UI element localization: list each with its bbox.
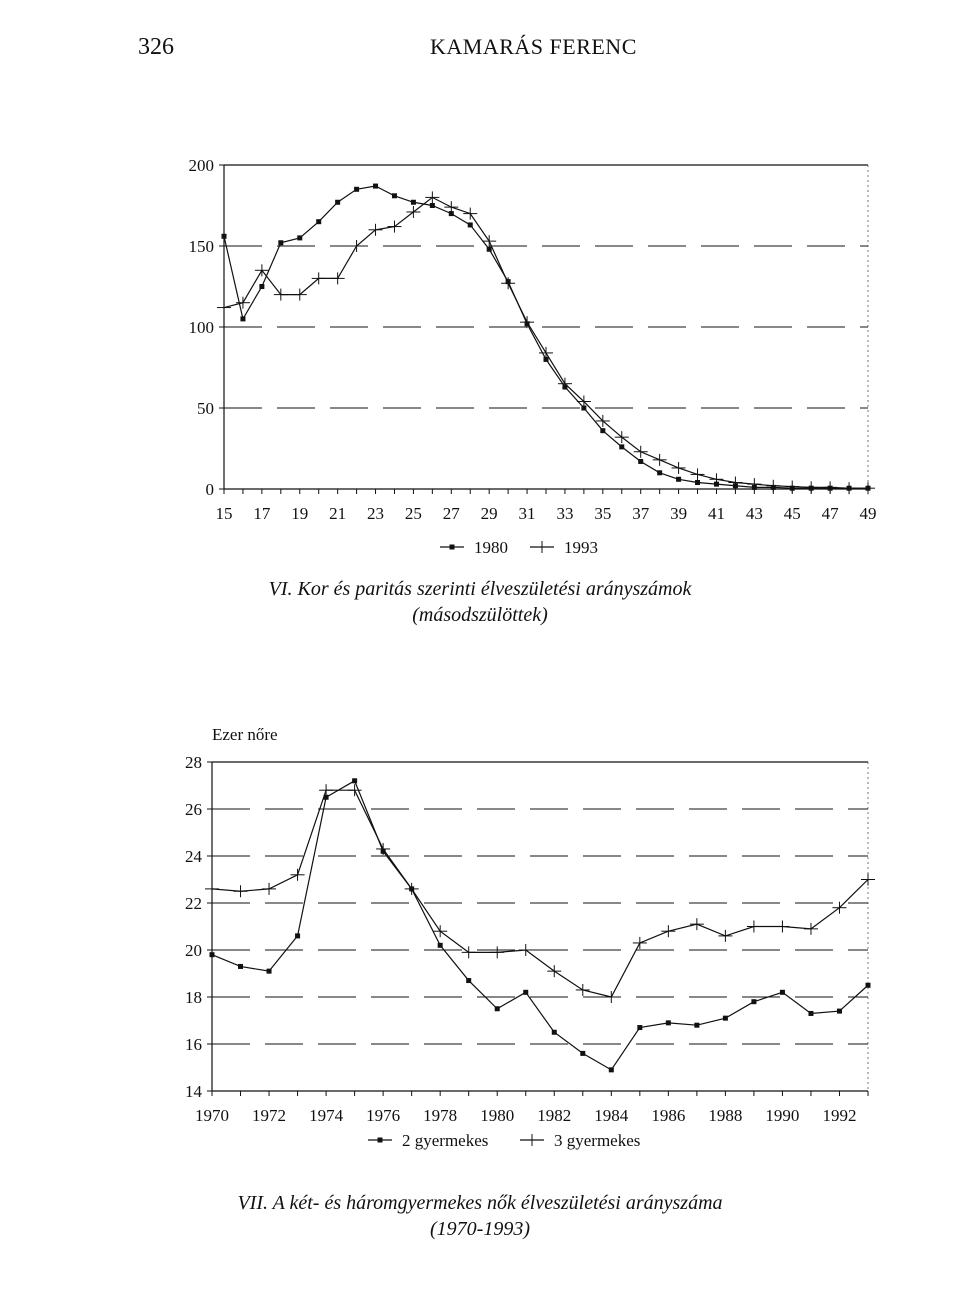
c1-series-1-point-24 — [672, 462, 686, 474]
c2-series-1-point-15 — [633, 937, 647, 949]
c1-series-0-point-22 — [638, 459, 643, 464]
c1-series-1-point-34 — [861, 482, 875, 494]
c2-series-0-point-22 — [837, 1009, 842, 1014]
c2-xtick-label-5: 1980 — [480, 1106, 515, 1125]
c1-xtick-label-10: 35 — [594, 504, 612, 523]
c2-series-0-point-12 — [552, 1030, 557, 1035]
caption-1-line-1: VI. Kor és paritás szerinti élveszületési arányszámok — [268, 578, 692, 600]
caption-2-line-1: VII. A két- és háromgyermekes nők élveszületési arányszáma — [237, 1192, 723, 1214]
c2-xtick-label-7: 1984 — [594, 1106, 629, 1125]
c2-legend-label-1: 3 gyermekes — [554, 1131, 641, 1150]
c1-xtick-label-12: 39 — [670, 504, 688, 523]
c2-ytick-label-6: 26 — [185, 800, 202, 819]
c2-legend-label-0: 2 gyermekes — [402, 1131, 489, 1150]
c2-ytick-label-7: 28 — [185, 753, 202, 772]
c1-series-1-point-32 — [823, 481, 837, 493]
c1-series-0-point-0 — [222, 234, 227, 239]
c2-xtick-label-1: 1972 — [252, 1106, 287, 1125]
c2-xtick-label-0: 1970 — [195, 1106, 229, 1125]
c1-ytick-label-4: 200 — [188, 156, 214, 175]
chart-two-three-children — [0, 720, 960, 1200]
c1-series-0-point-11 — [430, 203, 435, 208]
c2-xtick-label-9: 1988 — [708, 1106, 743, 1125]
c2-series-0-point-18 — [723, 1016, 728, 1021]
c1-legend-label-1: 1993 — [564, 538, 598, 557]
c2-title: Ezer nőre — [212, 725, 278, 744]
c1-series-1-point-3 — [274, 289, 288, 301]
c1-xtick-label-13: 41 — [707, 504, 725, 523]
c1-ytick-label-2: 100 — [188, 318, 214, 337]
c2-ytick-label-5: 24 — [185, 847, 202, 866]
c2-series-0-point-14 — [609, 1067, 614, 1072]
c1-series-0-line — [224, 186, 868, 488]
c2-series-0-point-20 — [780, 990, 785, 995]
c2-series-0-point-5 — [352, 778, 357, 783]
c1-legend-label-0: 1980 — [474, 538, 508, 557]
c2-series-1 — [205, 784, 875, 1003]
c1-xtick-label-8: 31 — [518, 504, 536, 523]
c2-series-1-point-10 — [490, 946, 504, 958]
c1-series-0-point-21 — [619, 444, 624, 449]
c1-series-0-point-13 — [468, 222, 473, 227]
c2-series-0-point-17 — [694, 1023, 699, 1028]
c2-series-0-point-2 — [267, 969, 272, 974]
c2-series-1-point-19 — [747, 921, 761, 933]
c1-series-1-point-13 — [463, 208, 477, 220]
c1-xtick-label-1: 17 — [253, 504, 271, 523]
c1-series-0-point-6 — [335, 200, 340, 205]
c1-series-0-point-24 — [676, 477, 681, 482]
c1-series-0-point-3 — [278, 240, 283, 245]
c1-legend — [440, 538, 598, 557]
c1-xtick-label-16: 47 — [821, 504, 839, 523]
c1-xtick-label-17: 49 — [859, 504, 877, 523]
c1-series-1-point-17 — [539, 347, 553, 359]
c1-series-1-point-28 — [747, 478, 761, 490]
c2-xtick-label-3: 1976 — [366, 1106, 401, 1125]
c1-series-0-point-20 — [600, 428, 605, 433]
caption-chart-1 — [0, 576, 960, 628]
c1-series-0-point-25 — [695, 480, 700, 485]
c2-series-0-point-16 — [666, 1020, 671, 1025]
c1-series-1-point-15 — [501, 277, 515, 289]
c1-series-0-point-14 — [487, 247, 492, 252]
c1-series-1-point-0 — [217, 302, 231, 314]
c1-series-0-point-4 — [297, 235, 302, 240]
c1-series-0 — [222, 184, 871, 491]
c2-series-1-point-0 — [205, 883, 219, 895]
c2-series-0-point-9 — [466, 978, 471, 983]
c2-xtick-label-2: 1974 — [309, 1106, 344, 1125]
caption-1-line-2: (másodszülöttek) — [412, 604, 548, 626]
c2-series-1-point-18 — [718, 930, 732, 942]
c2-series-0-point-13 — [580, 1051, 585, 1056]
c2-series-0-point-23 — [866, 983, 871, 988]
c1-series-1-point-23 — [653, 454, 667, 466]
c2-series-1-point-3 — [291, 869, 305, 881]
c2-series-1-point-6 — [376, 843, 390, 855]
c2-series-0-point-8 — [438, 943, 443, 948]
c2-series-1-point-1 — [234, 885, 248, 897]
c1-series-0-point-5 — [316, 219, 321, 224]
c1-series-1 — [217, 191, 875, 494]
caption-2-line-2: (1970-1993) — [430, 1218, 530, 1240]
running-head: KAMARÁS FERENC — [430, 34, 637, 59]
c1-series-0-point-9 — [392, 193, 397, 198]
c2-xtick-label-10: 1990 — [765, 1106, 800, 1125]
c1-xtick-label-11: 37 — [632, 504, 650, 523]
c2-legend-marker-1 — [525, 1134, 539, 1146]
c1-xtick-label-5: 25 — [404, 504, 422, 523]
c1-ytick-label-1: 50 — [197, 399, 214, 418]
c2-series-0-point-0 — [210, 952, 215, 957]
c2-series-0-point-3 — [295, 933, 300, 938]
c1-series-1-point-16 — [520, 316, 534, 328]
c2-ytick-label-4: 22 — [185, 894, 202, 913]
c1-ytick-label-3: 150 — [188, 237, 214, 256]
c2-legend — [368, 1131, 640, 1150]
c1-legend-marker-0 — [450, 545, 455, 550]
c2-series-1-point-20 — [775, 921, 789, 933]
c2-series-1-line — [212, 790, 868, 997]
c1-series-1-point-14 — [482, 235, 496, 247]
c2-series-1-point-17 — [690, 918, 704, 930]
c2-xtick-label-4: 1978 — [423, 1106, 458, 1125]
c1-xtick-label-6: 27 — [442, 504, 460, 523]
c2-series-0-point-11 — [523, 990, 528, 995]
c1-ytick-label-0: 0 — [205, 480, 214, 499]
c2-series-0-point-21 — [808, 1011, 813, 1016]
c1-xtick-label-3: 21 — [329, 504, 347, 523]
c1-series-1-line — [224, 197, 868, 488]
c2-ytick-label-0: 14 — [185, 1082, 202, 1101]
c1-xtick-label-7: 29 — [480, 504, 498, 523]
c1-xtick-label-2: 19 — [291, 504, 309, 523]
c1-xtick-label-4: 23 — [367, 504, 385, 523]
c1-series-1-point-33 — [842, 482, 856, 494]
caption-chart-2 — [0, 1190, 960, 1242]
c1-series-1-point-25 — [691, 468, 705, 480]
c2-series-0-point-10 — [495, 1006, 500, 1011]
c1-xtick-label-9: 33 — [556, 504, 574, 523]
c2-series-1-point-13 — [576, 984, 590, 996]
c1-legend-marker-1 — [535, 541, 549, 553]
c2-series-1-point-7 — [405, 883, 419, 895]
c1-series-0-point-8 — [373, 184, 378, 189]
c1-xtick-label-14: 43 — [745, 504, 763, 523]
c2-ytick-label-3: 20 — [185, 941, 202, 960]
c1-xtick-label-15: 45 — [783, 504, 801, 523]
c2-xtick-label-8: 1986 — [651, 1106, 686, 1125]
c2-legend-marker-0 — [378, 1138, 383, 1143]
c1-series-0-point-1 — [240, 316, 245, 321]
c1-series-0-point-23 — [657, 470, 662, 475]
c2-series-0-point-15 — [637, 1025, 642, 1030]
c1-series-1-point-6 — [331, 272, 345, 284]
c2-ytick-label-2: 18 — [185, 988, 202, 1007]
c2-series-0-point-1 — [238, 964, 243, 969]
c1-xtick-label-0: 15 — [215, 504, 233, 523]
c2-xtick-label-6: 1982 — [537, 1106, 572, 1125]
c2-series-0-line — [212, 781, 868, 1070]
c2-series-0-point-19 — [751, 999, 756, 1004]
c1-series-0-point-7 — [354, 187, 359, 192]
c2-series-1-point-16 — [661, 925, 675, 937]
c2-series-0 — [210, 778, 871, 1072]
c2-series-1-point-14 — [604, 991, 618, 1003]
c1-series-1-point-31 — [804, 481, 818, 493]
c2-series-1-point-2 — [262, 883, 276, 895]
c1-series-0-point-10 — [411, 200, 416, 205]
c2-ytick-label-1: 16 — [185, 1035, 202, 1054]
c1-series-1-point-29 — [766, 480, 780, 492]
page-number: 326 — [138, 34, 174, 60]
c1-series-1-point-30 — [785, 481, 799, 493]
c1-series-0-point-2 — [259, 284, 264, 289]
c2-xtick-label-11: 1992 — [822, 1106, 857, 1125]
